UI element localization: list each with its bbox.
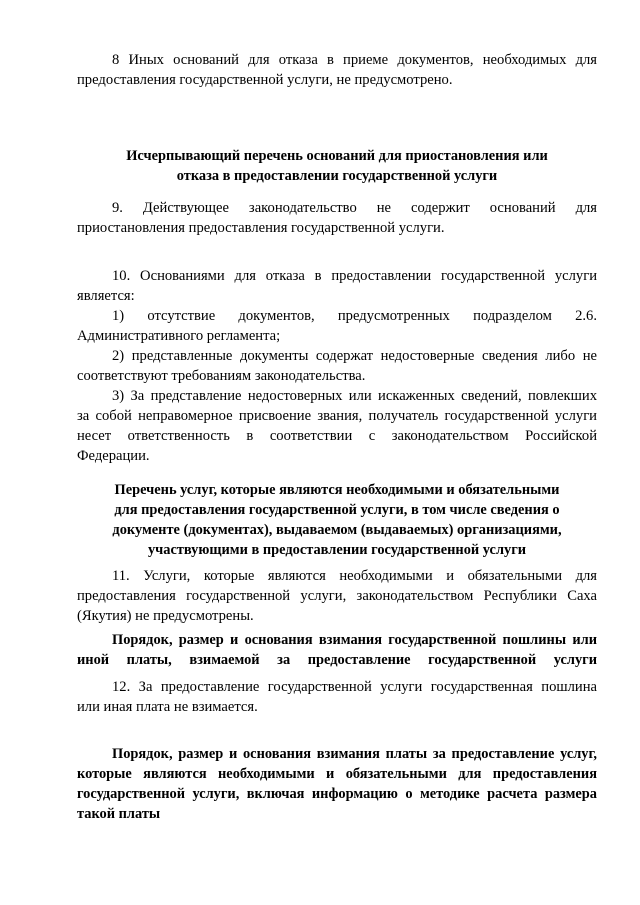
heading-line: иной платы, взимаемой за предоставление государственной услуги	[77, 652, 597, 668]
heading-line: которые являются необходимыми и обязательными для предоставления	[77, 766, 597, 782]
text-line: соответствуют требованиям законодательства.	[77, 368, 366, 384]
text-line: предоставления государственной услуги, законодательством Республики Саха	[77, 588, 597, 604]
heading-line: государственной услуги, включая информацию о методике расчета размера	[77, 786, 597, 802]
heading-line: Порядок, размер и основания взимания платы за предоставление услуг,	[112, 746, 597, 762]
section-heading-state-fee	[77, 630, 597, 670]
heading-line: для предоставления государственной услуги, в том числе сведения о	[114, 502, 560, 518]
text-line: 12. За предоставление государственной услуги государственная пошлина	[112, 679, 597, 695]
text-line: несет ответственность в соответствии с законодательством Российской	[77, 428, 597, 444]
text-line: 10. Основаниями для отказа в предоставлении государственной услуги	[112, 268, 597, 284]
paragraph-12	[77, 677, 597, 717]
heading-line: отказа в предоставлении государственной услуги	[176, 168, 498, 184]
text-line: является:	[77, 288, 135, 304]
text-line: Федерации.	[77, 448, 150, 464]
section-heading-required-services	[77, 480, 597, 560]
section-heading-grounds-suspension	[77, 146, 597, 186]
paragraph-10	[77, 266, 597, 466]
heading-line: документе (документах), выдаваемом (выдаваемых) организациями,	[112, 522, 562, 538]
text-line: Административного регламента;	[77, 328, 281, 344]
list-item-2: 2) представленные документы содержат недостоверные сведения либо не	[112, 348, 597, 364]
heading-line: Исчерпывающий перечень оснований для приостановления или	[126, 148, 548, 164]
heading-line: Перечень услуг, которые являются необходимыми и обязательными	[114, 482, 560, 498]
list-item-1: 1) отсутствие документов, предусмотренных подразделом 2.6.	[112, 308, 597, 324]
paragraph-11	[77, 566, 597, 626]
heading-line: такой платы	[77, 806, 161, 822]
text-line: 9. Действующее законодательство не содержит оснований для	[112, 200, 597, 216]
text-line: 11. Услуги, которые являются необходимыми и обязательными для	[112, 568, 597, 584]
paragraph-9	[77, 198, 597, 238]
text-line: за собой неправомерное присвоение звания, получатель государственной услуги	[77, 408, 597, 424]
heading-line: Порядок, размер и основания взимания государственной пошлины или	[112, 632, 597, 648]
text-line: 8 Иных оснований для отказа в приеме документов, необходимых для	[112, 52, 597, 68]
heading-line: участвующими в предоставлении государственной услуги	[147, 542, 527, 558]
paragraph-8	[77, 50, 597, 90]
text-line: (Якутия) не предусмотрены.	[77, 608, 254, 624]
text-line: приостановления предоставления государственной услуги.	[77, 220, 445, 236]
section-heading-payment-for-services	[77, 744, 597, 824]
text-line: предоставления государственной услуги, не предусмотрено.	[77, 72, 453, 88]
text-line: или иная плата не взимается.	[77, 699, 258, 715]
list-item-3: 3) За представление недостоверных или искаженных сведений, повлекших	[112, 388, 597, 404]
